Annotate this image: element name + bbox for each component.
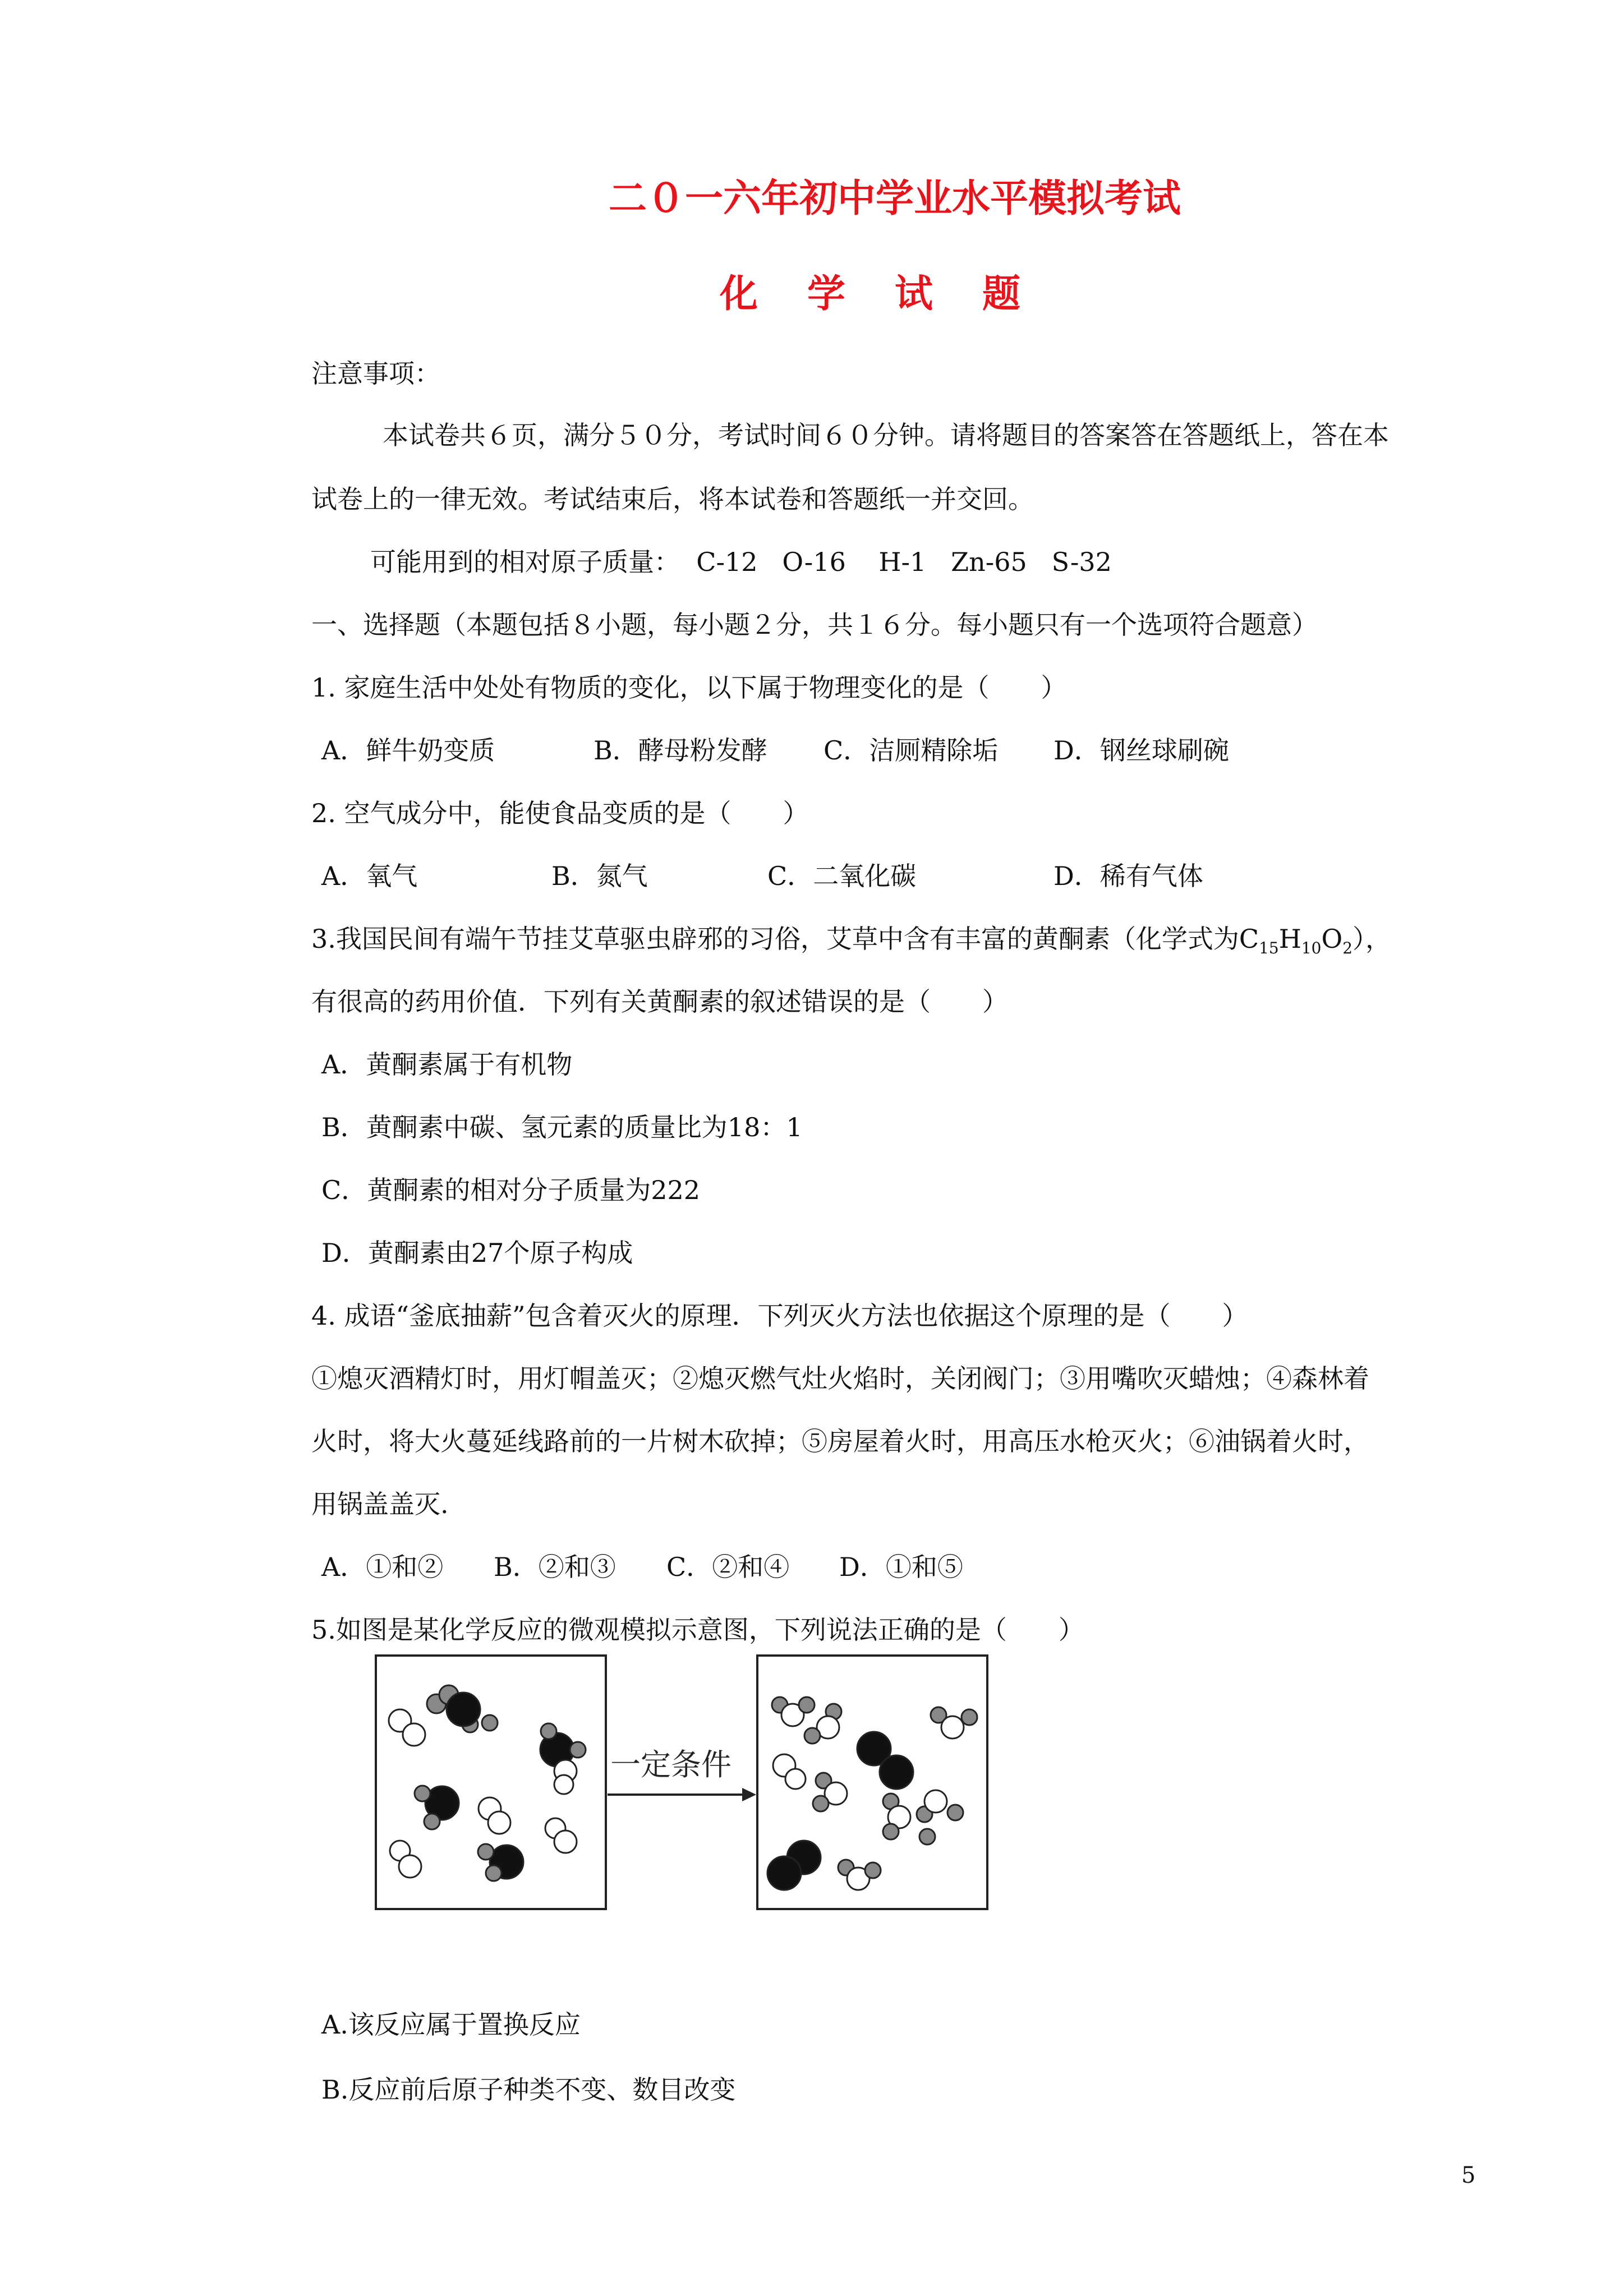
q3-stem-end: ）， — [1352, 924, 1392, 954]
q2-options — [0, 859, 1624, 893]
q5-option-a: A.该反应属于置换反应 — [321, 2009, 581, 2040]
section1-heading: 一、选择题（本题包括８小题，每小题２分，共１６分。每小题只有一个选项符合题意） — [311, 610, 1318, 640]
reaction-diagram — [375, 1654, 1003, 1912]
q3-option-b: B．黄酮素中碳、氢元素的质量比为18：1 — [321, 1112, 803, 1142]
q3-option-c: C．黄酮素的相对分子质量为222 — [321, 1175, 700, 1205]
q1-option-b: B．酵母粉发酵 — [594, 735, 767, 766]
q4-options — [0, 1550, 1624, 1584]
page-number: 5 — [1461, 2163, 1476, 2188]
exam-title: 二０一六年初中学业水平模拟考试 — [609, 177, 1181, 221]
notice-heading: 注意事项： — [311, 358, 440, 389]
q1-option-a: A．鲜牛奶变质 — [321, 735, 495, 766]
arrow-label: 一定条件 — [610, 1747, 732, 1782]
q3-formula-sub-o: 2 — [1342, 939, 1353, 958]
q5-option-b: B.反应前后原子种类不变、数目改变 — [321, 2074, 736, 2105]
q2-option-b: B．氮气 — [551, 861, 648, 891]
q4-option-d: D．①和⑤ — [839, 1552, 963, 1582]
q3-stem-text: 3.我国民间有端午节挂艾草驱虫辟邪的习俗，艾草中含有丰富的黄酮素（化学式为C — [311, 924, 1259, 954]
q3-formula-sub-h: 10 — [1301, 939, 1322, 958]
notice-para1-line1: 本试卷共６页，满分５０分，考试时间６０分钟。请将题目的答案答在答题纸上，答在本 — [383, 420, 1389, 450]
q1-stem: 1. 家庭生活中处处有物质的变化，以下属于物理变化的是（ ） — [311, 672, 1067, 703]
q3-option-d: D．黄酮素由27个原子构成 — [321, 1238, 633, 1268]
q2-option-d: D．稀有气体 — [1053, 861, 1203, 891]
q3-stem-line2: 有很高的药用价值．下列有关黄酮素的叙述错误的是（ ） — [311, 986, 1008, 1017]
q3-stem — [311, 922, 1391, 965]
q1-options — [0, 734, 1624, 767]
exam-subtitle: 化学试题 — [720, 272, 1070, 316]
q2-option-a: A．氧气 — [321, 861, 418, 891]
q3-formula-sub-c: 15 — [1259, 939, 1279, 958]
q4-line2: ①熄灭酒精灯时，用灯帽盖灭；②熄灭燃气灶火焰时，关闭阀门；③用嘴吹灭蜡烛；④森林着 — [311, 1363, 1369, 1394]
q1-option-d: D．钢丝球刷碗 — [1053, 735, 1229, 766]
q4-option-a: A．①和② — [321, 1552, 444, 1582]
q3-formula-o: O — [1321, 924, 1343, 954]
q5-stem: 5.如图是某化学反应的微观模拟示意图，下列说法正确的是（ ） — [311, 1615, 1084, 1645]
arrow-head — [742, 1788, 756, 1801]
q3-formula-h: H — [1278, 924, 1301, 954]
q4-stem: 4. 成语“釜底抽薪”包含着灭火的原理．下列灭火方法也依据这个原理的是（ ） — [311, 1301, 1248, 1331]
notice-para1-line2: 试卷上的一律无效。考试结束后，将本试卷和答题纸一并交回。 — [311, 484, 1034, 514]
q4-option-c: C．②和④ — [666, 1552, 790, 1582]
q4-option-b: B．②和③ — [494, 1552, 616, 1582]
q4-line4: 用锅盖盖灭. — [311, 1489, 449, 1519]
q1-option-c: C．洁厕精除垢 — [823, 735, 999, 766]
q2-option-c: C．二氧化碳 — [767, 861, 917, 891]
q2-stem: 2. 空气成分中，能使食品变质的是（ ） — [311, 798, 809, 828]
atomic-masses: 可能用到的相对原子质量： C-12 O-16 H-1 Zn-65 S-32 — [370, 547, 1112, 577]
q4-line3: 火时，将大火蔓延线路前的一片树木砍掉；⑤房屋着火时，用高压水枪灭火；⑥油锅着火时， — [311, 1426, 1369, 1456]
q3-option-a: A．黄酮素属于有机物 — [321, 1049, 573, 1080]
